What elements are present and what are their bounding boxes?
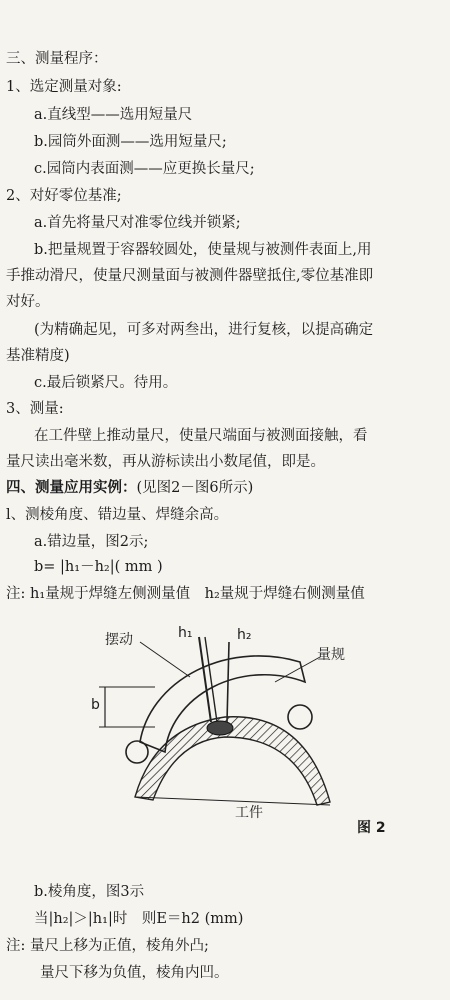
- label-gauge: 量规: [317, 647, 345, 663]
- step-2b-line2: 手推动滑尺，使量尺测量面与被测件器壁抵住,零位基准即: [6, 268, 374, 284]
- section-3-title: 三、测量程序：: [6, 51, 108, 67]
- step-3: 3、测量:: [6, 401, 64, 417]
- label-swing: 摆动: [105, 632, 133, 648]
- step-2c: c.最后锁紧尺。待用。: [34, 375, 178, 391]
- step-1a: a.直线型——选用短量尺: [34, 107, 193, 123]
- step-2: 2、对好零位基准;: [6, 188, 122, 204]
- example-1b: b.棱角度，图3示: [34, 884, 145, 900]
- rod-h2: [227, 642, 229, 722]
- step-2b-line1: b.把量规置于容器较圆处，使量规与被测件表面上,用: [34, 242, 372, 258]
- step-2-note-line2: 基准精度): [6, 348, 70, 364]
- rod-h1-inner: [205, 637, 217, 722]
- step-3-text-line1: 在工件壁上推动量尺，使量尺端面与被测面接触，看: [34, 428, 368, 444]
- example-1a: a.错边量，图2示;: [34, 534, 149, 550]
- leader-swing: [140, 642, 190, 677]
- figure-2: [91, 622, 395, 852]
- condition-formula: 当|h₂|＞|h₁|时 则E＝h2 (mm): [34, 911, 244, 927]
- section-4-title-main: 四、测量应用实例：: [6, 479, 137, 496]
- label-h2: h₂: [237, 627, 252, 643]
- step-2a: a.首先将量尺对准零位线并锁紧;: [34, 215, 241, 231]
- workpiece-base: [135, 797, 330, 805]
- step-1: 1、选定测量对象:: [6, 79, 122, 95]
- formula-misalignment: b= |h₁－h₂|( mm ): [34, 559, 163, 575]
- step-2-note-line1: (为精确起见，可多对两叁出，进行复核，以提高确定: [34, 322, 374, 338]
- label-workpiece: 工件: [235, 805, 263, 821]
- section-4-title-ref: (见图2－图6所示): [136, 480, 254, 496]
- weld-bead: [207, 721, 233, 735]
- label-h1: h₁: [178, 625, 193, 641]
- note-h1-h2: 注: h₁量规于焊缝左侧测量值 h₂量规于焊缝右侧测量值: [6, 586, 365, 602]
- step-2b-line3: 对好。: [6, 294, 50, 310]
- step-1b: b.园筒外面测——选用短量尺;: [34, 134, 227, 150]
- step-3-text-line2: 量尺读出毫米数，再从游标读出小数尾值，即是。: [6, 454, 325, 470]
- step-1c: c.园筒内表面测——应更换长量尺;: [34, 161, 255, 177]
- example-1: l、测棱角度、错边量、焊缝余高。: [6, 507, 229, 523]
- gauge-wheel-right: [288, 705, 312, 729]
- figure-caption: 图 2: [357, 820, 386, 836]
- section-4-title: [6, 479, 253, 497]
- label-b: b: [91, 697, 100, 713]
- note-downward: 量尺下移为负值，棱角内凹。: [40, 965, 229, 981]
- rod-h1: [199, 637, 211, 722]
- note-upward: 注: 量尺上移为正值，棱角外凸;: [6, 938, 209, 954]
- gauge-wheel-left: [126, 741, 148, 763]
